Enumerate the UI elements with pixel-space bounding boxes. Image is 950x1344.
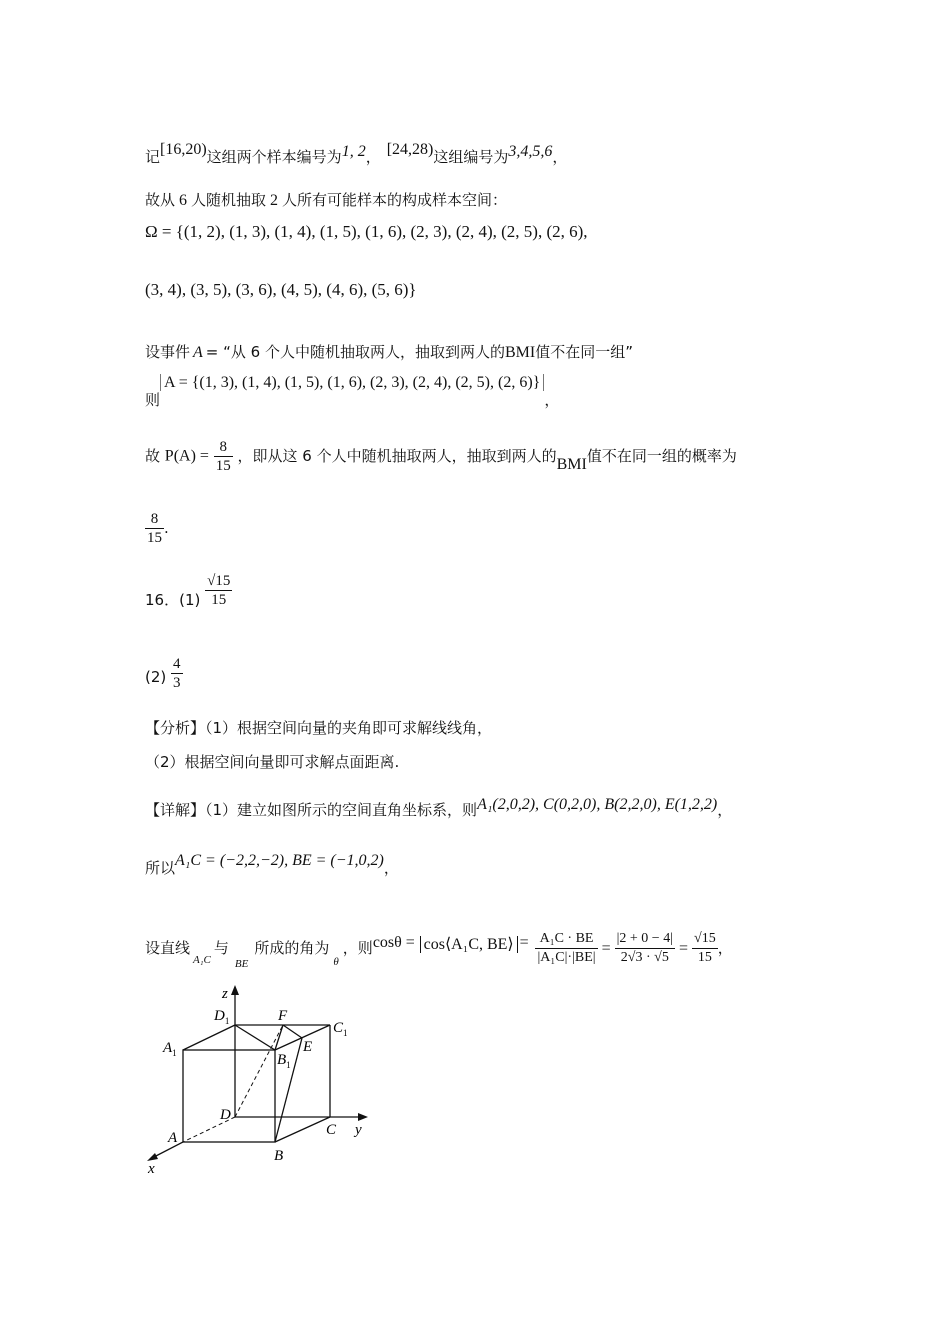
text-sample-space: 人所有可能样本的构成样本空间：: [282, 191, 508, 209]
text-suoyi: 所以: [145, 859, 176, 877]
edge-D1B1: [235, 1025, 275, 1050]
label-B: B: [274, 1148, 284, 1164]
line-BE: BE: [234, 958, 249, 970]
text-gu: 故: [145, 447, 161, 465]
frac-num: |2 + 0 − 4|: [615, 930, 675, 949]
omega-line-2: (3, 4), (3, 5), (3, 6), (4, 5), (4, 6), (5, 6)}: [145, 280, 417, 299]
interval-24-28: [24,28): [386, 141, 434, 158]
angle-line: 设直线$_{A_1C}$与$_{BE}$所成的角为$_\theta$，则cosθ = cos⟨A₁C, BE⟩ = $\frac{\text{A₁C · BE}}{\text{|A₁C|·|BE|}}$ = $\frac{|2 + 0 - 4|}{2√3 \cdot √5}$ = $\frac{√15}{15}$ ，: [145, 931, 733, 970]
z-axis-arrow: [231, 985, 239, 995]
sample-numbering-line: [145, 140, 567, 167]
q16-part2-answer: [145, 655, 183, 692]
sample-numbers-3-6: 3,4,5,6: [508, 143, 553, 160]
interval-16-20: [16,20): [160, 141, 207, 158]
detail-text: （1）建立如图所示的空间直角坐标系，则: [205, 801, 478, 819]
text-group-two-samples: 这组两个样本编号为: [206, 148, 342, 166]
probability-result: [145, 510, 169, 547]
frac-den: 15: [211, 592, 227, 608]
frac-num: 8: [214, 438, 233, 457]
frac-num: √15: [207, 573, 231, 589]
segment-DF-hidden: [235, 1025, 283, 1117]
analysis-tag: 【分析】: [145, 719, 206, 737]
text-she-zhixian: 设直线: [145, 939, 191, 957]
frac-num: 8: [145, 510, 164, 529]
line-A1C: A₁C: [193, 954, 211, 966]
comma: ，: [717, 801, 733, 819]
frac-den: 15: [697, 950, 712, 965]
event-set-line: [145, 372, 560, 409]
symbol-theta: θ: [333, 956, 339, 968]
text-event-desc: = “从 6 个人中随机抽取两人，抽取到两人的: [205, 343, 505, 361]
comma: ，: [717, 939, 733, 957]
frac-den: 15: [147, 530, 162, 546]
cos-theta-lhs: cosθ =: [372, 934, 415, 951]
bmi-label: BMI: [505, 344, 536, 361]
x-axis-arrow: [147, 1153, 158, 1161]
sample-numbers-1-2: 1, 2: [341, 143, 366, 160]
label-D: D: [220, 1107, 231, 1123]
frac-num: √15: [692, 930, 718, 949]
event-A: A: [193, 344, 203, 361]
text-ze: ，则: [342, 939, 373, 957]
frac-den: |A₁C|·|BE|: [537, 950, 596, 965]
comma: ，: [552, 148, 568, 166]
text-ze: 则: [145, 391, 161, 409]
fraction-8-15: [214, 438, 233, 475]
detail-tag: 【详解】: [145, 801, 206, 819]
label-C: C: [326, 1122, 337, 1138]
segment-FE: [283, 1025, 302, 1038]
frac-den: 2√3 · √5: [620, 950, 669, 965]
number-2: 2: [270, 192, 279, 209]
text-prob-is: 值不在同一组的概率为: [586, 447, 737, 465]
comma: ，: [365, 148, 381, 166]
probability-line: [145, 438, 737, 475]
detail-line-2: [145, 852, 399, 879]
comma: ，: [544, 391, 560, 409]
fraction-dot-product: [535, 930, 597, 967]
frac-num: 4: [173, 656, 181, 672]
text-she-shijian: 设事件: [145, 343, 191, 361]
label-A: A: [168, 1130, 178, 1146]
fraction-8-15-result: [145, 510, 164, 547]
label-y: y: [355, 1122, 362, 1138]
label-F: F: [278, 1008, 288, 1024]
label-E: E: [303, 1039, 313, 1055]
label-C1: $C_1$: [333, 1020, 348, 1038]
fraction-computed: [615, 930, 675, 967]
text-random-pick: 人随机抽取: [191, 191, 267, 209]
number-6: 6: [179, 192, 188, 209]
cos-vector-angle: cos⟨A₁C, BE⟩: [420, 936, 518, 953]
detail-line-1: [145, 796, 733, 821]
edge-A1D1: [183, 1025, 235, 1050]
event-set-A: A = {(1, 3), (1, 4), (1, 5), (1, 6), (2, 3), (2, 4), (2, 5), (2, 6)}: [160, 374, 544, 391]
frac-num: A₁C · BE: [535, 930, 597, 949]
cube-front-face: [183, 1050, 275, 1142]
fraction-sqrt15-15: [205, 572, 232, 609]
text-yu: 与: [213, 939, 229, 957]
y-axis-arrow: [358, 1113, 368, 1121]
omega-line-1: Ω = {(1, 2), (1, 3), (1, 4), (1, 5), (1, 6), (2, 3), (2, 4), (2, 5), (2, 6),: [145, 222, 588, 241]
period: .: [164, 519, 169, 537]
fraction-result: [692, 930, 718, 967]
equals: =: [519, 934, 529, 951]
comma: ，: [383, 859, 399, 877]
event-definition: [145, 342, 633, 363]
question-label: 16．(1): [145, 591, 201, 609]
label-D1: $D_1$: [214, 1008, 230, 1026]
frac-den: 3: [173, 675, 181, 691]
edge-BC: [275, 1117, 330, 1142]
vector-values: A₁C = (−2,2,−2), BE = (−1,0,2): [175, 852, 384, 869]
label-B1: $B_1$: [277, 1052, 291, 1070]
q16-part1-answer: [145, 572, 232, 609]
prob-PA: P(A) =: [164, 447, 209, 465]
analysis-text-1: （1）根据空间向量的夹角即可求解线线角，: [205, 719, 493, 737]
sample-space-intro: [145, 190, 507, 211]
fraction-4-3: [171, 655, 183, 692]
label-A1: $A_1$: [163, 1040, 177, 1058]
text-not-same-group: 值不在同一组”: [535, 343, 634, 361]
text-ji: 记: [145, 148, 161, 166]
bmi-label: BMI: [556, 456, 587, 473]
analysis-line-1: [145, 718, 492, 738]
text-angle-is: 所成的角为: [254, 939, 330, 957]
text-prob-desc: ，即从这 6 个人中随机抽取两人，抽取到两人的: [237, 447, 557, 465]
cube-coordinate-figure: [140, 980, 390, 1180]
text-group-numbers: 这组编号为: [433, 148, 509, 166]
point-coordinates: A₁(2,0,2), C(0,2,0), B(2,2,0), E(1,2,2): [477, 796, 718, 813]
frac-den: 15: [215, 458, 231, 474]
label-z: z: [222, 986, 228, 1002]
label-x: x: [148, 1161, 155, 1177]
text-gu-cong: 故从: [145, 191, 176, 209]
analysis-line-2: （2）根据空间向量即可求解点面距离.: [145, 753, 400, 771]
question-label: (2): [145, 668, 167, 686]
